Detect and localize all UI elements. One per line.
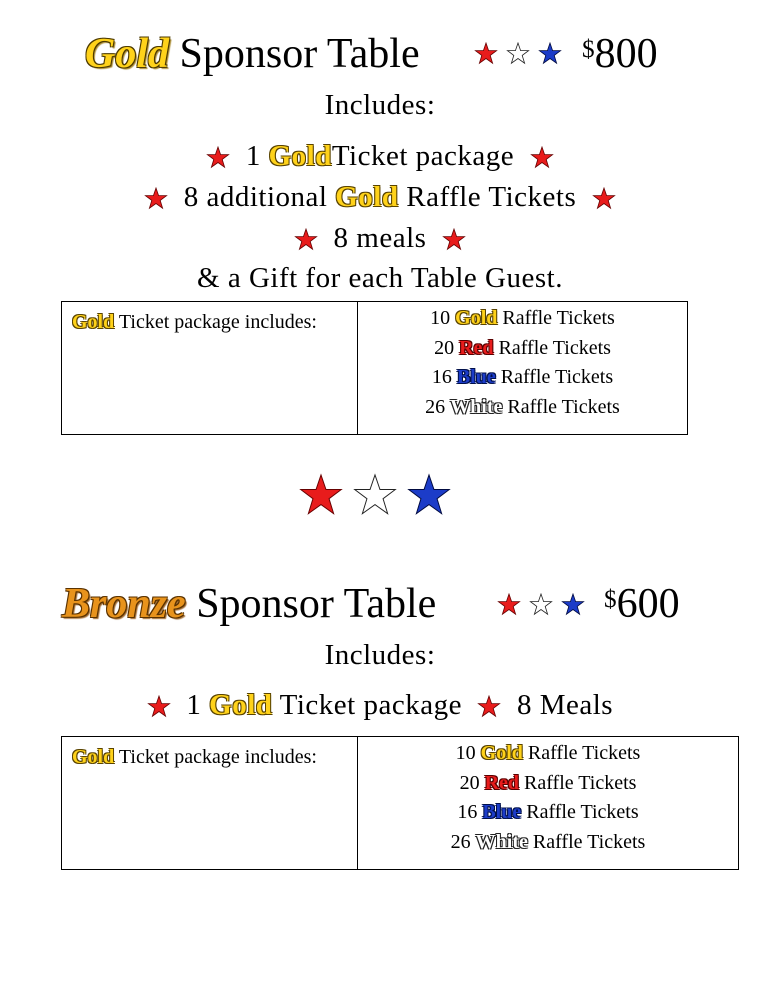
- raffle-row: 20 Red Raffle Tickets: [434, 336, 611, 359]
- bronze-tier-word: Bronze: [62, 581, 186, 627]
- gold-word: Gold: [72, 311, 115, 333]
- raffle-row: 20 Red Raffle Tickets: [459, 771, 637, 794]
- bronze-package-label-cell: Gold Ticket package includes:: [62, 737, 358, 870]
- gold-package-label-cell: Gold Ticket package includes:: [62, 302, 358, 435]
- gold-word: Gold: [335, 181, 399, 213]
- gold-title: [85, 28, 420, 80]
- bronze-package-table: [61, 736, 739, 870]
- red-star-icon: [530, 146, 554, 170]
- bronze-includes-heading: Includes:: [324, 639, 436, 671]
- gold-word: Gold: [268, 140, 332, 172]
- blue-star-icon: [538, 42, 562, 66]
- gold-word: Gold: [72, 746, 115, 768]
- bronze-price-value: 600: [616, 581, 680, 627]
- raffle-row: 26 White Raffle Tickets: [425, 395, 620, 418]
- raffle-row: 10 Gold Raffle Tickets: [455, 742, 641, 764]
- gold-tier-word: Gold: [85, 31, 169, 77]
- bronze-price: [604, 578, 680, 630]
- bronze-price-currency: $: [604, 586, 617, 613]
- red-star-icon: [477, 695, 501, 719]
- bronze-package-contents-cell: [358, 737, 739, 870]
- gold-includes-heading: Includes:: [324, 89, 436, 121]
- red-star-icon: [294, 228, 318, 252]
- bronze-title: [62, 578, 436, 630]
- red-star-icon: [474, 42, 498, 66]
- raffle-row: 16 Blue Raffle Tickets: [431, 366, 614, 388]
- red-star-icon: [206, 146, 230, 170]
- divider-stars: [298, 473, 452, 519]
- red-star-icon: [497, 593, 521, 617]
- blue-star-icon: [406, 473, 452, 519]
- white-star-icon: [352, 473, 398, 519]
- raffle-row: 10 Gold Raffle Tickets: [430, 307, 615, 329]
- red-star-icon: [592, 187, 616, 211]
- raffle-row: 16 Blue Raffle Tickets: [457, 801, 639, 823]
- gold-package-table: [61, 301, 688, 435]
- bronze-title-rest: Sponsor Table: [196, 581, 437, 627]
- gold-title-rest: Sponsor Table: [179, 31, 420, 77]
- bronze-title-stars: [497, 593, 585, 617]
- gold-price-value: 800: [594, 31, 658, 77]
- gold-package-contents-cell: [358, 302, 688, 435]
- red-star-icon: [144, 187, 168, 211]
- red-star-icon: [147, 695, 171, 719]
- gold-line-meals: 8 meals: [0, 220, 760, 256]
- white-star-icon: [529, 593, 553, 617]
- red-star-icon: [442, 228, 466, 252]
- gold-line-raffle-tickets: 8 additional Gold Raffle Tickets: [0, 179, 760, 215]
- gold-price: [582, 28, 658, 80]
- gold-line-gift: & a Gift for each Table Guest.: [197, 262, 563, 294]
- red-star-icon: [298, 473, 344, 519]
- gold-price-currency: $: [582, 36, 595, 63]
- gold-line-ticket-package: 1 GoldTicket package: [0, 138, 760, 174]
- raffle-row: 26 White Raffle Tickets: [450, 830, 646, 853]
- gold-title-stars: [474, 42, 562, 66]
- gold-word: Gold: [209, 689, 273, 721]
- blue-star-icon: [561, 593, 585, 617]
- white-star-icon: [506, 42, 530, 66]
- bronze-line-package-meals: 1 Gold Ticket package 8 Meals: [0, 687, 760, 723]
